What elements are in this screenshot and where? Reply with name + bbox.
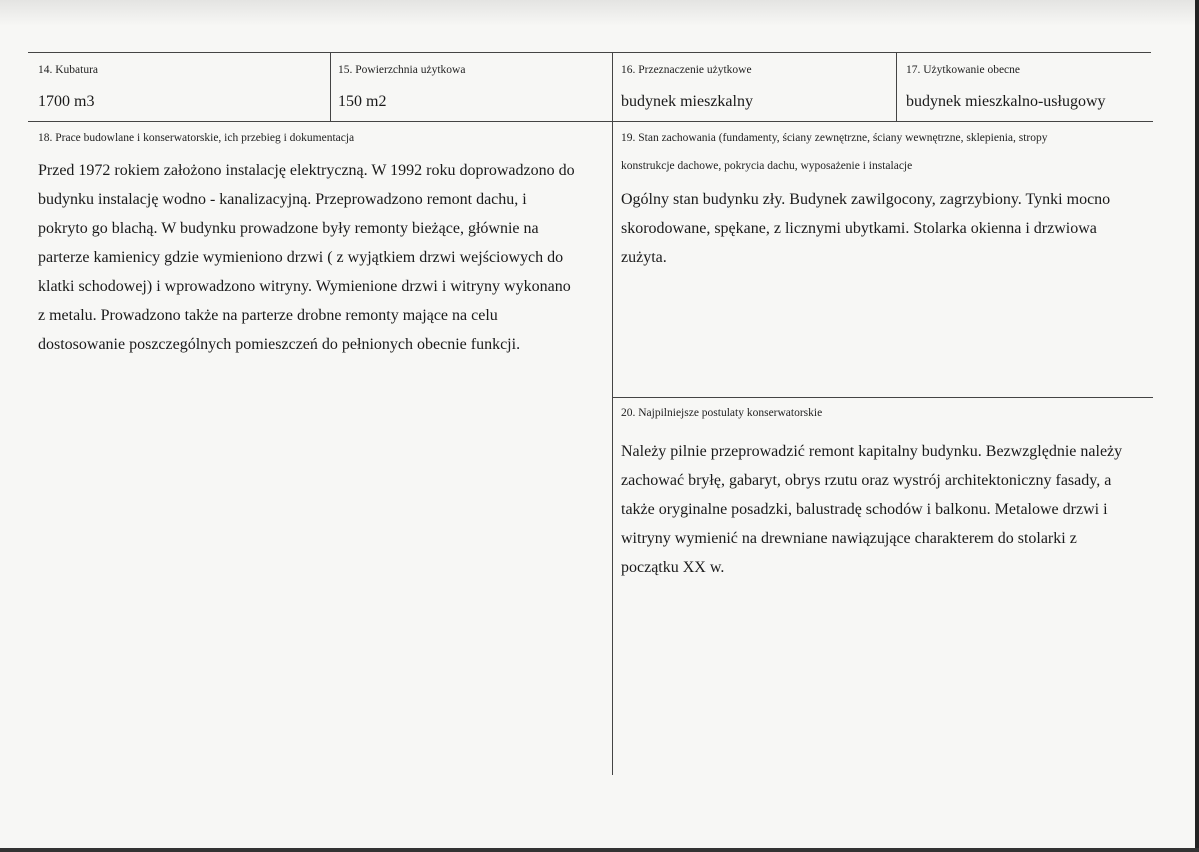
uzytkowanie-label: 17. Użytkowanie obecne [906,64,1021,76]
stan-label-continued: konstrukcje dachowe, pokrycia dachu, wyposażenie i instalacje [621,160,913,172]
column-divider-3 [896,52,897,121]
prace-line: klatki schodowej) i wprowadzono witryny. Wymienione drzwi i witryny wykonano [38,278,571,295]
stan-text [621,185,1146,272]
prace-line: parterze kamienicy gdzie wymieniono drzwi ( z wyjątkiem drzwi wejściowych do [38,249,564,266]
stan-label: 19. Stan zachowania (fundamenty, ściany zewnętrzne, ściany wewnętrzne, sklepienia, stropy [621,132,1048,144]
column-divider-1 [330,52,331,121]
prace-line: Przed 1972 rokiem założono instalację elektryczną. W 1992 roku doprowadzono do [38,162,575,179]
uzytkowanie-value: budynek mieszkalno-usługowy [906,93,1106,110]
kubatura-label: 14. Kubatura [38,64,99,76]
postulaty-label: 20. Najpilniejsze postulaty konserwatorskie [621,407,823,419]
scan-edge-bottom [0,848,1199,852]
scan-shadow [0,0,1199,26]
prace-label: 18. Prace budowlane i konserwatorskie, ich przebieg i dokumentacja [38,132,355,144]
powierzchnia-label: 15. Powierzchnia użytkowa [338,64,466,76]
scan-edge-right [1195,0,1199,852]
section-divider-right [613,397,1153,398]
row-divider [28,121,1153,122]
prace-line: budynku instalację wodno - kanalizacyjną. Przeprowadzono remont dachu, i [38,191,527,208]
stan-line: skorodowane, spękane, z licznymi ubytkami. Stolarka okienna i drzwiowa [621,220,1097,237]
table-top-border [28,52,1151,53]
prace-text [38,156,608,359]
postulaty-line: Należy pilnie przeprowadzić remont kapitalny budynku. Bezwzględnie należy [621,443,1123,460]
postulaty-line: początku XX w. [621,559,725,576]
postulaty-line: zachować bryłę, gabaryt, obrys rzutu oraz wystrój architektoniczny fasady, a [621,472,1112,489]
column-divider-center [612,52,613,775]
przeznaczenie-value: budynek mieszkalny [621,93,753,110]
postulaty-text [621,437,1146,582]
stan-line: Ogólny stan budynku zły. Budynek zawilgocony, zagrzybiony. Tynki mocno [621,191,1111,208]
stan-line: zużyta. [621,249,667,266]
kubatura-value: 1700 m3 [38,93,95,110]
powierzchnia-value: 150 m2 [338,93,387,110]
postulaty-line: także oryginalne posadzki, balustradę schodów i balkonu. Metalowe drzwi i [621,501,1108,518]
przeznaczenie-label: 16. Przeznaczenie użytkowe [621,64,752,76]
prace-line: pokryto go blachą. W budynku prowadzone były remonty bieżące, głównie na [38,220,539,237]
prace-line: dostosowanie poszczególnych pomieszczeń do pełnionych obecnie funkcji. [38,336,521,353]
postulaty-line: witryny wymienić na drewniane nawiązujące charakterem do stolarki z [621,530,1077,547]
prace-line: z metalu. Prowadzono także na parterze drobne remonty mające na celu [38,307,498,324]
